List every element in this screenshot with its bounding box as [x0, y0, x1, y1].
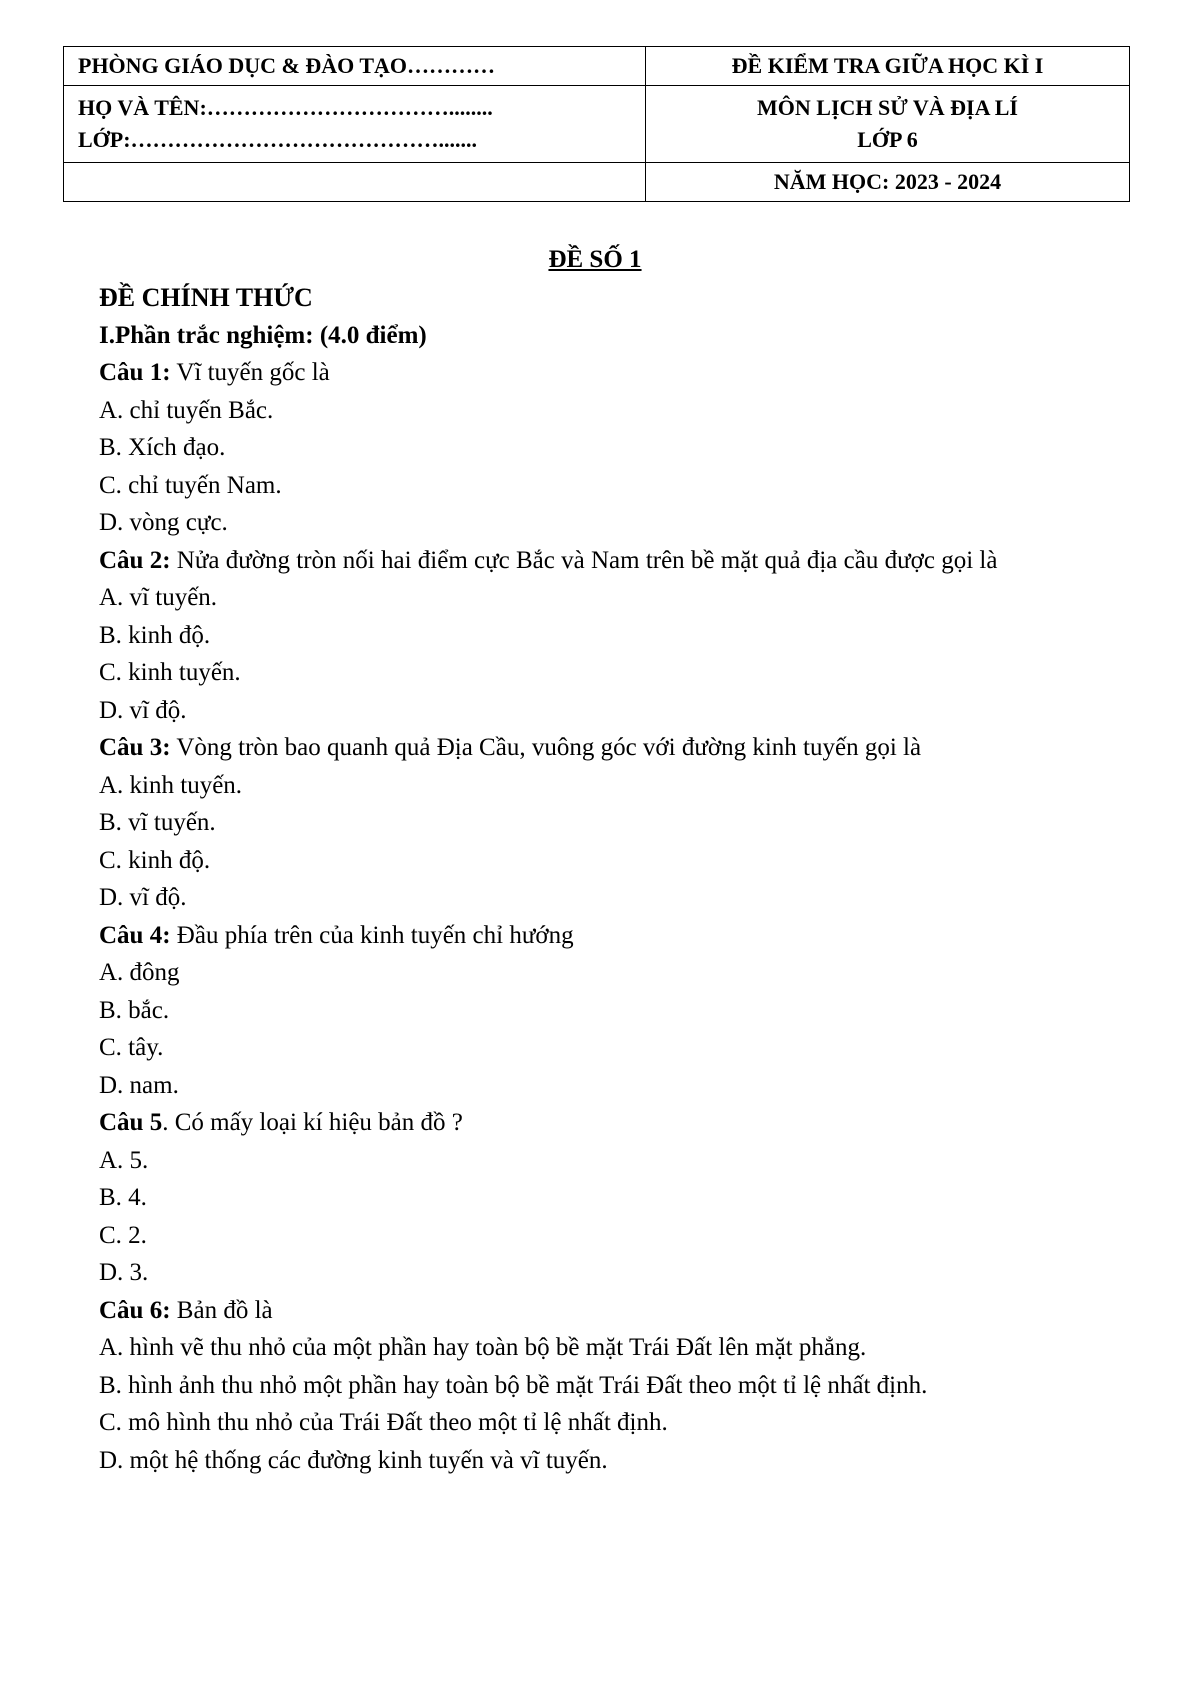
answer-option: C. kinh độ. — [99, 846, 211, 874]
question-stem — [99, 542, 1099, 580]
answer-option: D. nam. — [99, 1071, 179, 1099]
question-stem — [99, 729, 1099, 767]
official-label: ĐỀ CHÍNH THỨC — [99, 283, 313, 312]
answer-option: D. một hệ thống các đường kinh tuyến và vĩ tuyến. — [99, 1446, 608, 1474]
answer-option: D. vòng cực. — [99, 509, 228, 536]
department-cell — [64, 47, 646, 86]
department-name: PHÒNG GIÁO DỤC & ĐÀO TẠO………… — [78, 53, 495, 78]
school-year-cell — [646, 163, 1130, 202]
answer-option: A. hình vẽ thu nhỏ của một phần hay toàn bộ bề mặt Trái Đất lên mặt phẳng. — [99, 1334, 867, 1361]
answer-option: B. hình ảnh thu nhỏ một phần hay toàn bộ bề mặt Trái Đất theo một tỉ lệ nhất định. — [99, 1371, 928, 1399]
exam-title: ĐỀ KIỂM TRA GIỮA HỌC KÌ I — [731, 53, 1044, 78]
question-text: Vòng tròn bao quanh quả Địa Cầu, vuông góc với đường kinh tuyến gọi là — [170, 734, 922, 761]
question-label: Câu 3: — [99, 734, 171, 761]
question-stem — [99, 1104, 1099, 1142]
student-class-field: LỚP:……………………………………....... — [78, 127, 478, 152]
question-text: Bản đồ là — [170, 1296, 273, 1324]
question-label: Câu 1: — [99, 359, 171, 386]
question-label: Câu 4: — [99, 921, 171, 949]
question-label: Câu 5 — [99, 1109, 163, 1136]
grade-level: LỚP 6 — [857, 127, 918, 152]
answer-option: B. bắc. — [99, 996, 170, 1024]
question-stem — [99, 1292, 1099, 1330]
answer-option: C. mô hình thu nhỏ của Trái Đất theo một tỉ lệ nhất định. — [99, 1409, 668, 1436]
exam-title-cell — [646, 47, 1130, 86]
question-text: Đầu phía trên của kinh tuyến chỉ hướng — [170, 921, 574, 949]
student-name-field: HỌ VÀ TÊN:……………………………........ — [78, 95, 493, 120]
answer-option: D. vĩ độ. — [99, 884, 187, 911]
student-info-cell — [64, 86, 646, 163]
answer-option: B. 4. — [99, 1184, 147, 1211]
empty-cell — [64, 163, 646, 202]
answer-option: C. chỉ tuyến Nam. — [99, 471, 282, 499]
question-label: Câu 6: — [99, 1296, 171, 1324]
answer-option: B. Xích đạo. — [99, 434, 226, 461]
exam-header-table — [63, 46, 1130, 202]
question-label: Câu 2: — [99, 546, 171, 574]
answer-option: B. kinh độ. — [99, 621, 211, 649]
answer-option: A. 5. — [99, 1146, 149, 1174]
school-year: NĂM HỌC: 2023 - 2024 — [773, 169, 1002, 194]
question-stem — [99, 354, 1099, 392]
answer-option: D. vĩ độ. — [99, 696, 187, 724]
answer-option: A. đông — [99, 959, 180, 986]
section-title: I.Phần trắc nghiệm: (4.0 điểm) — [99, 321, 427, 349]
question-list — [99, 354, 1099, 1479]
question-text: . Có mấy loại kí hiệu bản đồ ? — [162, 1109, 463, 1136]
answer-option: C. tây. — [99, 1034, 164, 1061]
answer-option: A. vĩ tuyến. — [99, 584, 218, 611]
subject-cell — [646, 86, 1130, 163]
answer-option: A. chỉ tuyến Bắc. — [99, 396, 274, 424]
question-text: Nửa đường tròn nối hai điểm cực Bắc và Nam trên bề mặt quả địa cầu được gọi là — [170, 546, 998, 574]
subject-name: MÔN LỊCH SỬ VÀ ĐỊA LÍ — [757, 95, 1018, 120]
answer-option: B. vĩ tuyến. — [99, 809, 216, 836]
exam-number: ĐỀ SỐ 1 — [548, 246, 642, 273]
answer-option: A. kinh tuyến. — [99, 771, 243, 799]
answer-option: C. kinh tuyến. — [99, 659, 241, 686]
question-text: Vĩ tuyến gốc là — [170, 359, 330, 386]
answer-option: C. 2. — [99, 1221, 147, 1249]
answer-option: D. 3. — [99, 1259, 149, 1286]
exam-content — [99, 279, 1099, 1479]
question-stem — [99, 917, 1099, 955]
